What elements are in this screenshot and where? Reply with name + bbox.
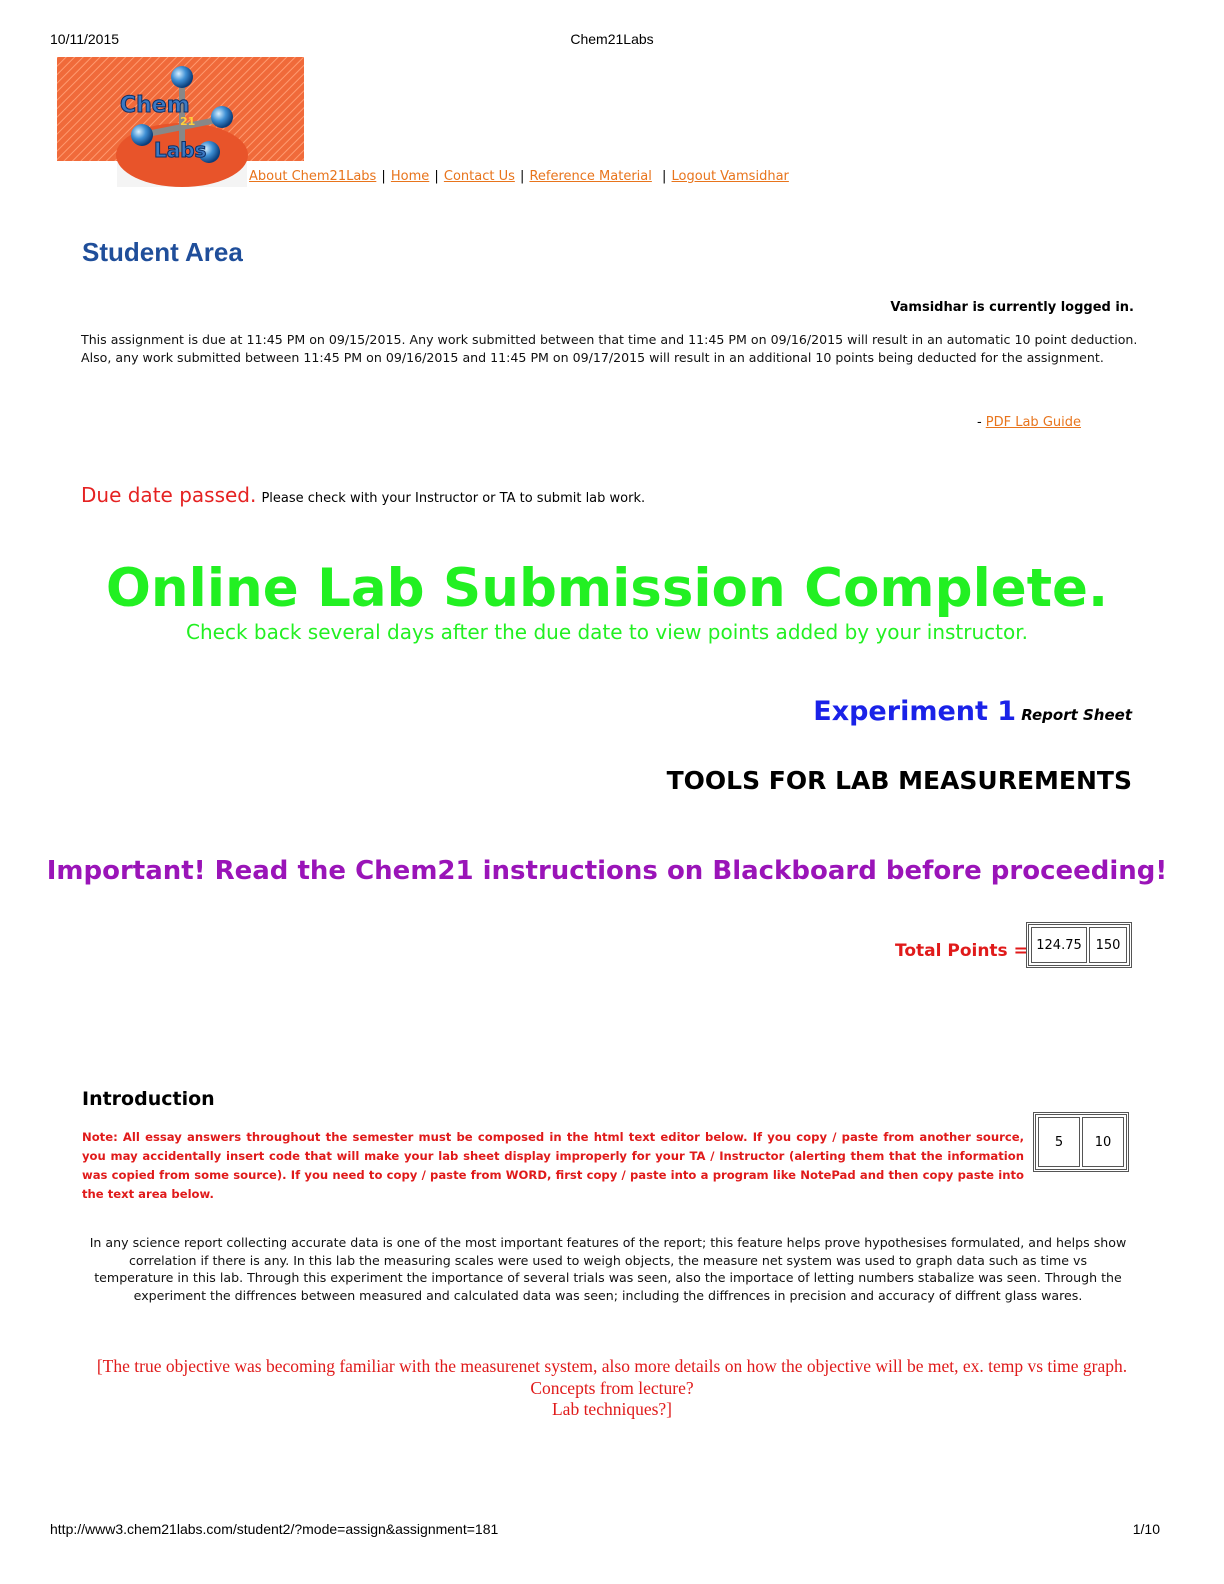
total-points-label: Total Points = (895, 941, 1028, 961)
feedback-line-1: [The true objective was becoming familiar with the measurenet system, also more details on how the objective will be met, ex. temp vs time graph. (96, 1356, 1128, 1376)
experiment-header (813, 696, 1132, 727)
introduction-max: 10 (1082, 1117, 1124, 1167)
instructor-feedback (92, 1356, 1132, 1421)
logged-in-status: Vamsidhar is currently logged in. (890, 300, 1134, 315)
nav-reference-link[interactable]: Reference Material (529, 169, 652, 184)
pdf-prefix: - (976, 415, 986, 430)
due-passed-label: Due date passed. (81, 483, 257, 507)
introduction-note: Note: All essay answers throughout the semester must be composed in the html text editor below. If you copy / paste from another source, you may accidentally insert code that will make your lab sheet display improperly for your TA / Instructor (alerting them that the information was copied from some source). If you need to copy / paste from WORD, first copy / paste into a program like NotePad and then copy paste into the text area below. (82, 1130, 1024, 1201)
due-passed-note: Please check with your Instructor or TA to submit lab work. (261, 491, 646, 506)
nav-about-link[interactable]: About Chem21Labs (249, 169, 377, 184)
feedback-line-2: Concepts from lecture? (530, 1377, 694, 1398)
experiment-title: TOOLS FOR LAB MEASUREMENTS (666, 766, 1132, 795)
submission-complete-subtitle: Check back several days after the due date to view points added by your instructor. (186, 620, 1028, 644)
introduction-score-table (1033, 1112, 1129, 1172)
report-sheet-label: Report Sheet (1021, 706, 1132, 724)
submission-complete-title: Online Lab Submission Complete. (105, 558, 1109, 619)
nav-separator: | (662, 169, 667, 184)
print-url: http://www3.chem21labs.com/student2/?mode=assign&assignment=181 (50, 1521, 499, 1537)
introduction-heading: Introduction (82, 1088, 215, 1110)
logo-text-21: 21 (180, 115, 196, 128)
nav-contact-link[interactable]: Contact Us (443, 169, 515, 184)
introduction-score: 5 (1038, 1117, 1080, 1167)
pdf-guide (977, 415, 1081, 430)
feedback-line-3: Lab techniques?] (551, 1399, 672, 1419)
introduction-answer: In any science report collecting accurate data is one of the most important features of the report; this feature helps prove hypothesises formulated, and helps show correlation if there is any. In this lab the measuring scales were used to weigh objects, the measure net system was used to graph data such as time vs temperature in this lab. Through this experiment the importance of several trials was seen, also the importace of letting numbers stabalize was seen. Through the experiment the diffrences between measured and calculated data was seen; including the diffrences in precision and accuracy of diffrent glass wares. (89, 1235, 1127, 1303)
points-possible: 150 (1089, 927, 1127, 963)
nav-separator: | (434, 169, 439, 184)
due-text: This assignment is due at 11:45 PM on 09/15/2015. Any work submitted between that time and 11:45 PM on 09/16/2015 will result in an automatic 10 point deduction. (81, 332, 1138, 347)
page-title: Student Area (82, 237, 243, 267)
late-text: Also, any work submitted between 11:45 PM on 09/16/2015 and 11:45 PM on 09/17/2015 will result in an additional 10 points being deducted for the assignment. (81, 350, 1104, 365)
print-page-number: 1/10 (1132, 1521, 1160, 1537)
logo-text-labs: Labs (154, 138, 207, 162)
due-passed-message (81, 483, 645, 507)
nav-home-link[interactable]: Home (390, 169, 430, 184)
experiment-label: Experiment 1 (813, 696, 1017, 727)
nav-separator: | (381, 169, 386, 184)
total-points-table (1026, 922, 1132, 968)
total-points-box (1026, 922, 1132, 968)
nav-logout-link[interactable]: Logout Vamsidhar (671, 169, 789, 184)
logo-text-chem: Chem (120, 93, 190, 118)
due-date-notice (81, 331, 1141, 367)
pdf-lab-guide-link[interactable]: PDF Lab Guide (985, 415, 1081, 430)
print-title: Chem21Labs (570, 31, 654, 47)
introduction-score-box (1033, 1112, 1129, 1172)
important-notice: Important! Read the Chem21 instructions on Blackboard before proceeding! (46, 856, 1168, 886)
points-earned: 124.75 (1031, 927, 1087, 963)
nav-separator: | (519, 169, 525, 184)
top-nav (249, 165, 789, 184)
print-date: 10/11/2015 (50, 31, 120, 47)
